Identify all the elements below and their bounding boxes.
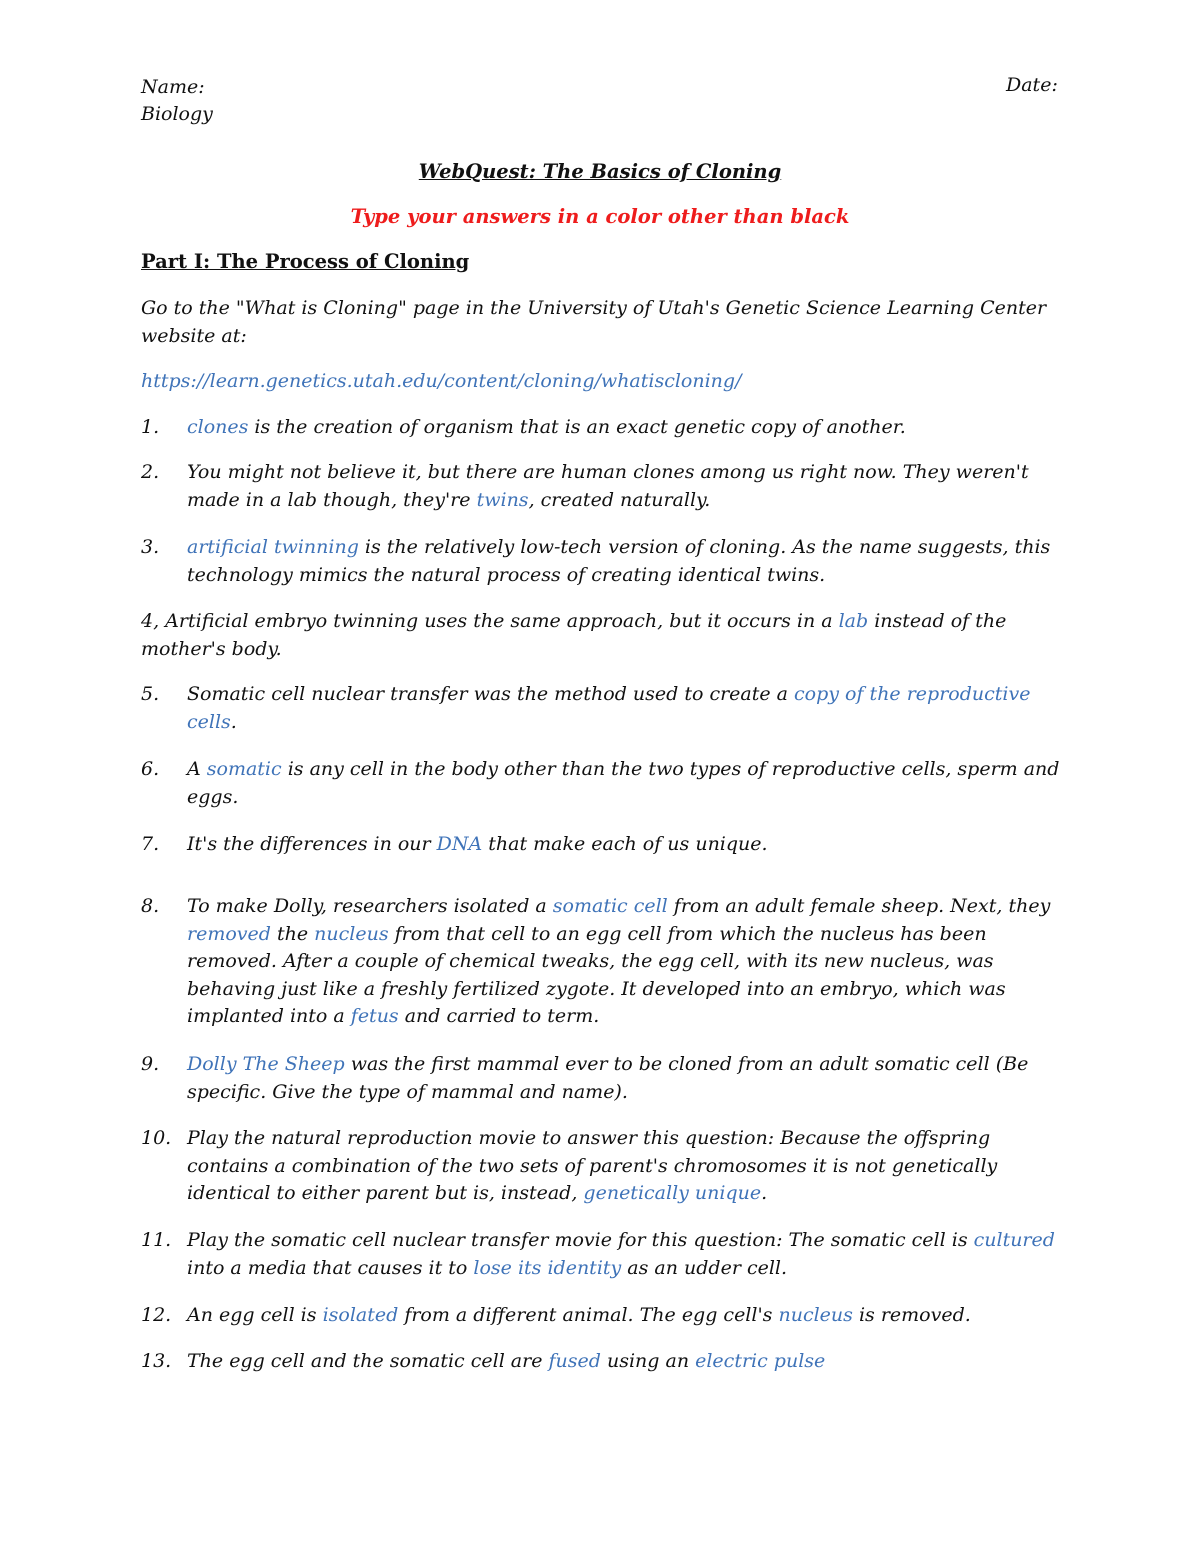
answer-text[interactable]: DNA bbox=[436, 833, 483, 855]
answer-text[interactable]: somatic bbox=[206, 758, 282, 780]
question-number: 11. bbox=[141, 1229, 172, 1251]
question-text: , created naturally. bbox=[528, 488, 711, 511]
question-item bbox=[141, 681, 1071, 736]
question-number: 9. bbox=[141, 1053, 160, 1075]
question-number: 13. bbox=[141, 1350, 172, 1372]
question-body bbox=[187, 681, 1071, 736]
answer-text[interactable]: isolated bbox=[322, 1304, 399, 1326]
answer-text[interactable]: fused bbox=[548, 1350, 601, 1372]
question-text: the bbox=[270, 922, 315, 945]
question-number: 8. bbox=[141, 895, 160, 917]
question-number: 2. bbox=[141, 461, 160, 483]
question-item bbox=[141, 831, 1071, 859]
question-text: from that cell to an egg cell from which the nucleus has been removed. After a couple of chemical tweaks, the egg cell, with its new nucleus, was behaving just like a freshly fertilized zygote. It developed into an embryo, which was implanted into a bbox=[187, 922, 1006, 1027]
subject-label: Biology bbox=[141, 103, 213, 125]
question-body bbox=[187, 1125, 1071, 1208]
question-item bbox=[141, 459, 1071, 514]
answer-text[interactable]: nucleus bbox=[778, 1304, 853, 1326]
date-label: Date: bbox=[1006, 74, 1058, 96]
question-text: and carried to term. bbox=[398, 1005, 600, 1027]
answer-text[interactable]: artificial twinning bbox=[187, 536, 365, 558]
question-body bbox=[187, 1051, 1071, 1106]
question-text: Artificial embryo twinning uses the same approach, but it occurs in a bbox=[165, 610, 839, 632]
question-item bbox=[141, 1302, 1071, 1330]
question-text: using an bbox=[600, 1350, 696, 1372]
header-left bbox=[141, 74, 213, 128]
question-text: instead of the mother's body. bbox=[141, 610, 1007, 660]
question-number: 1. bbox=[141, 416, 160, 438]
document-title: WebQuest: The Basics of Cloning bbox=[418, 160, 782, 183]
question-body bbox=[187, 534, 1071, 589]
question-text: An egg cell is bbox=[187, 1304, 323, 1326]
question-item bbox=[141, 1051, 1071, 1106]
question-item bbox=[141, 608, 1071, 663]
question-item bbox=[141, 414, 1071, 442]
answer-text[interactable]: clones bbox=[187, 416, 249, 438]
question-body bbox=[187, 1348, 1071, 1376]
question-item bbox=[141, 534, 1071, 589]
question-text: You might not believe it, but there are human clones among us right now. They weren't made in a lab though, they're bbox=[187, 461, 1029, 511]
question-number: 4, bbox=[141, 610, 166, 632]
question-text: It's the differences in our bbox=[187, 833, 437, 855]
question-body bbox=[187, 1302, 1071, 1330]
question-text: as an udder cell. bbox=[621, 1256, 788, 1279]
question-item bbox=[141, 1348, 1071, 1376]
question-item bbox=[141, 756, 1071, 811]
question-item bbox=[141, 893, 1071, 1031]
question-body bbox=[187, 756, 1071, 811]
question-text: is any cell in the body other than the two types of reproductive cells, sperm and eggs. bbox=[187, 758, 1060, 808]
name-label: Name: bbox=[141, 76, 205, 98]
answer-text[interactable]: nucleus bbox=[314, 922, 389, 945]
intro-paragraph: Go to the "What is Cloning" page in the University of Utah's Genetic Science Learning Center website at: bbox=[141, 297, 1047, 347]
question-text: Play the somatic cell nuclear transfer movie for this question: The somatic cell is bbox=[187, 1229, 974, 1251]
question-text: A bbox=[187, 758, 207, 780]
question-number: 7. bbox=[141, 833, 160, 855]
question-text: that make each of us unique. bbox=[482, 833, 768, 855]
question-text: . bbox=[761, 1182, 768, 1204]
question-number: 5. bbox=[141, 683, 160, 705]
answer-text[interactable]: lose its identity bbox=[473, 1256, 622, 1279]
question-body bbox=[187, 1227, 1071, 1282]
question-text: Somatic cell nuclear transfer was the method used to create a bbox=[187, 683, 795, 705]
question-item bbox=[141, 1227, 1071, 1282]
question-number: 3. bbox=[141, 536, 160, 558]
question-text: The egg cell and the somatic cell are bbox=[187, 1350, 549, 1372]
question-item bbox=[141, 1125, 1071, 1208]
question-text: is removed. bbox=[852, 1304, 971, 1326]
question-text: is the relatively low-tech version of cloning. As the name suggests, this technology mimics the natural process of creating identical twins. bbox=[187, 536, 1051, 586]
answer-text[interactable]: electric pulse bbox=[695, 1350, 826, 1372]
question-body bbox=[187, 831, 1071, 859]
question-text: To make Dolly, researchers isolated a bbox=[187, 895, 553, 917]
answer-text[interactable]: twins bbox=[476, 488, 529, 511]
question-text: . bbox=[230, 710, 237, 733]
question-text: from a different animal. The egg cell's bbox=[398, 1304, 779, 1326]
question-number: 12. bbox=[141, 1304, 172, 1326]
part-heading: Part I: The Process of Cloning bbox=[141, 250, 470, 273]
answer-text[interactable]: fetus bbox=[350, 1005, 399, 1027]
question-number: 10. bbox=[141, 1127, 172, 1149]
answer-text[interactable]: Dolly The Sheep bbox=[187, 1053, 345, 1075]
question-body bbox=[187, 893, 1071, 1031]
answer-text[interactable]: genetically unique bbox=[583, 1182, 762, 1204]
answer-text[interactable]: lab bbox=[838, 610, 869, 632]
answer-text[interactable]: removed bbox=[187, 922, 271, 945]
question-text: into a media that causes it to bbox=[187, 1256, 474, 1279]
answer-text[interactable]: cultured bbox=[973, 1229, 1055, 1251]
question-number: 6. bbox=[141, 758, 160, 780]
question-text: is the creation of organism that is an exact genetic copy of another. bbox=[248, 416, 906, 438]
answer-color-instruction: Type your answers in a color other than black bbox=[350, 205, 850, 228]
question-text: Play the natural reproduction movie to answer this question: Because the offspring contains a combination of the two sets of parent's chromosomes it is not genetically identical to either parent but is, instead, bbox=[187, 1127, 998, 1204]
question-text: was the first mammal ever to be cloned from an adult somatic cell (Be specific. Give the type of mammal and name). bbox=[187, 1053, 1029, 1103]
question-body bbox=[187, 414, 1071, 442]
website-link[interactable]: https://learn.genetics.utah.edu/content/cloning/whatiscloning/ bbox=[141, 370, 742, 392]
question-text: from an adult female sheep. Next, they bbox=[667, 895, 1051, 917]
question-body bbox=[187, 459, 1071, 514]
answer-text[interactable]: somatic cell bbox=[552, 895, 668, 917]
answer-text[interactable]: copy of the reproductive cells bbox=[187, 683, 1031, 733]
